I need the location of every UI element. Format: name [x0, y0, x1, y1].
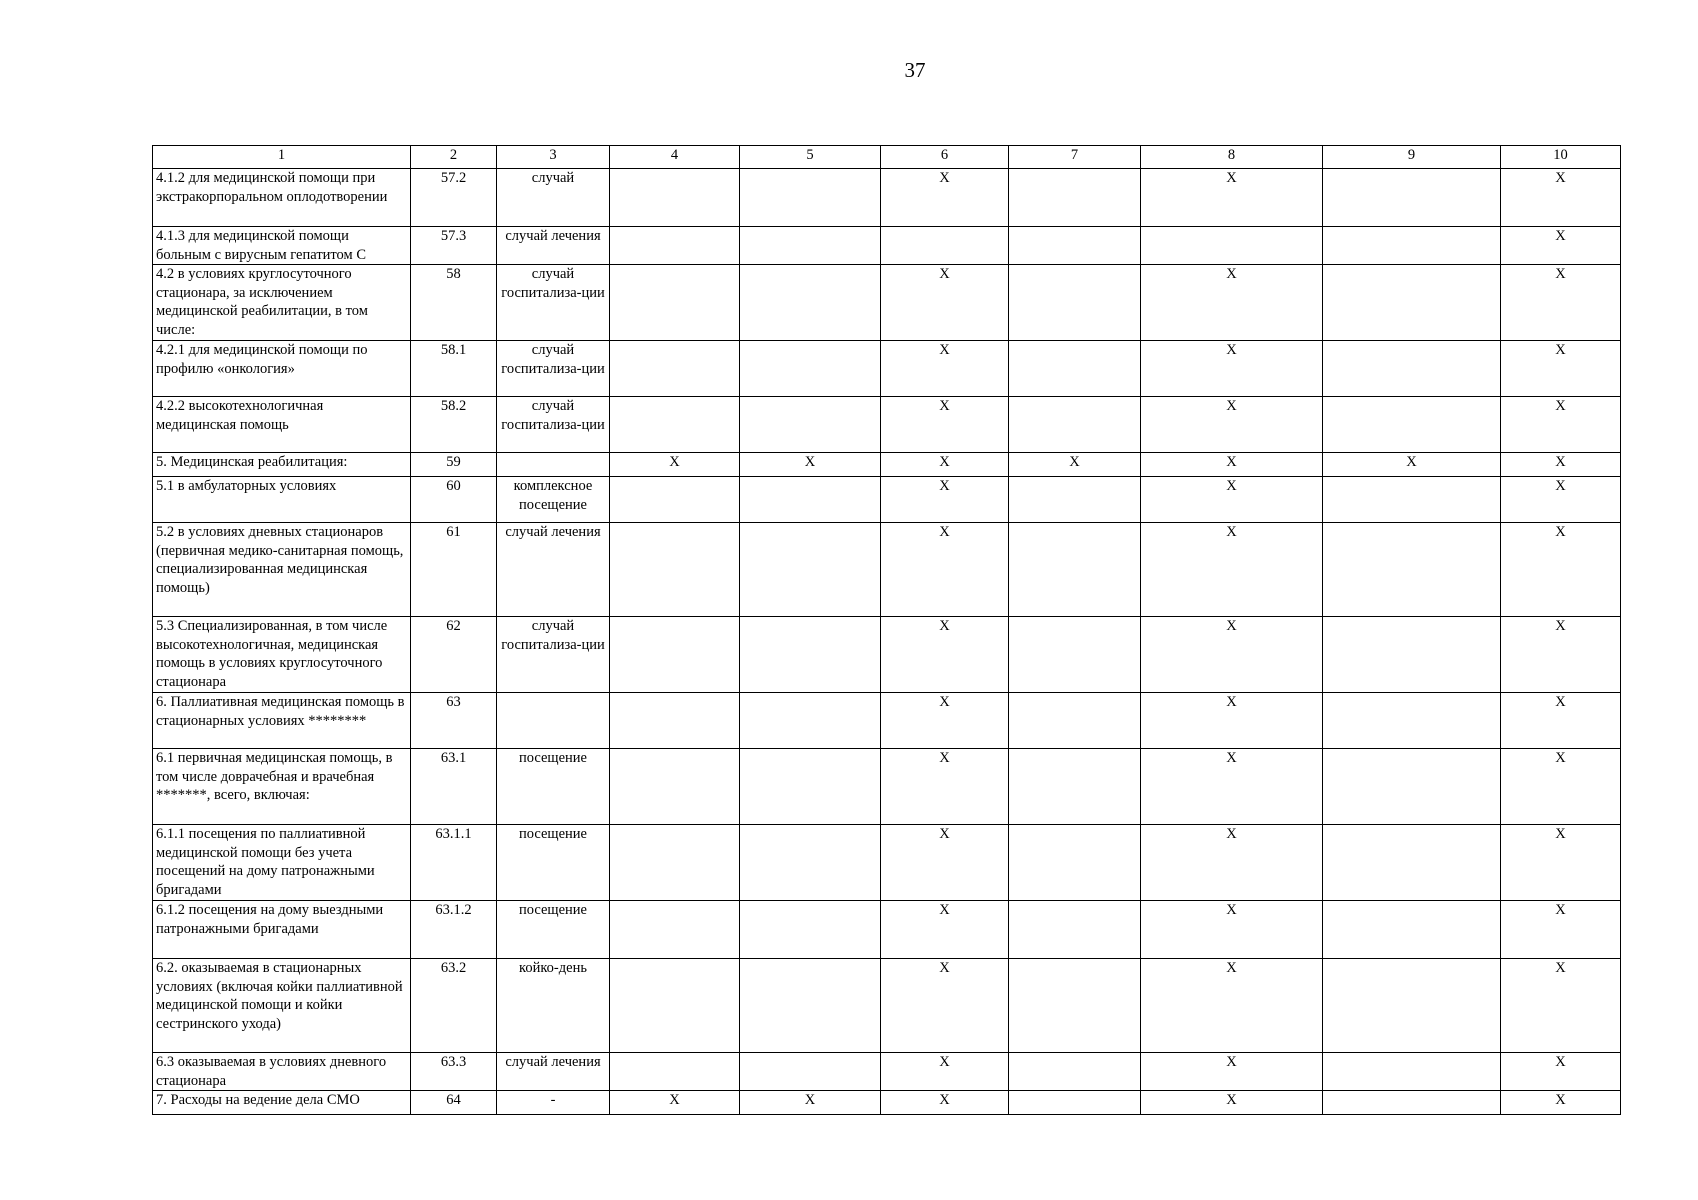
row-name-cell: 5.3 Специализированная, в том числе высокотехнологичная, медицинская помощь в условиях круглосуточного стационара — [153, 617, 411, 693]
row-name-cell: 5. Медицинская реабилитация: — [153, 453, 411, 477]
col8-cell: X — [1141, 341, 1323, 397]
col8-cell — [1141, 227, 1323, 265]
col7-cell: X — [1009, 453, 1141, 477]
col7-cell — [1009, 265, 1141, 341]
col6-cell: X — [881, 749, 1009, 825]
data-table — [152, 145, 1621, 1115]
unit-cell: посещение — [497, 901, 610, 959]
header-cell: 7 — [1009, 146, 1141, 169]
col6-cell: X — [881, 825, 1009, 901]
col5-cell — [740, 477, 881, 523]
col4-cell — [610, 959, 740, 1053]
col7-cell — [1009, 825, 1141, 901]
col9-cell — [1323, 169, 1501, 227]
col4-cell — [610, 523, 740, 617]
col10-cell: X — [1501, 523, 1621, 617]
col6-cell: X — [881, 693, 1009, 749]
table-row — [153, 1053, 1621, 1091]
row-name-cell: 6.1 первичная медицинская помощь, в том числе доврачебная и врачебная *******, всего, включая: — [153, 749, 411, 825]
col7-cell — [1009, 523, 1141, 617]
unit-cell: посещение — [497, 825, 610, 901]
col10-cell: X — [1501, 453, 1621, 477]
unit-cell — [497, 693, 610, 749]
col9-cell — [1323, 1091, 1501, 1115]
row-number-cell: 64 — [411, 1091, 497, 1115]
col9-cell — [1323, 227, 1501, 265]
header-cell: 1 — [153, 146, 411, 169]
table-row — [153, 341, 1621, 397]
row-name-cell: 6. Паллиативная медицинская помощь в стационарных условиях ******** — [153, 693, 411, 749]
table-row — [153, 265, 1621, 341]
col6-cell: X — [881, 523, 1009, 617]
unit-cell: случай лечения — [497, 1053, 610, 1091]
col4-cell — [610, 169, 740, 227]
row-number-cell: 63.2 — [411, 959, 497, 1053]
col10-cell: X — [1501, 341, 1621, 397]
unit-cell: случай госпитализа-ции — [497, 397, 610, 453]
col4-cell — [610, 477, 740, 523]
unit-cell: койко-день — [497, 959, 610, 1053]
col5-cell — [740, 749, 881, 825]
col8-cell: X — [1141, 453, 1323, 477]
col5-cell — [740, 227, 881, 265]
unit-cell: случай госпитализа-ции — [497, 341, 610, 397]
col5-cell — [740, 1053, 881, 1091]
table-row — [153, 227, 1621, 265]
col10-cell: X — [1501, 825, 1621, 901]
col4-cell — [610, 693, 740, 749]
col6-cell: X — [881, 1091, 1009, 1115]
col7-cell — [1009, 341, 1141, 397]
col7-cell — [1009, 1091, 1141, 1115]
col8-cell: X — [1141, 477, 1323, 523]
col7-cell — [1009, 227, 1141, 265]
col5-cell — [740, 523, 881, 617]
row-number-cell: 58.1 — [411, 341, 497, 397]
col7-cell — [1009, 1053, 1141, 1091]
col4-cell — [610, 227, 740, 265]
header-cell: 8 — [1141, 146, 1323, 169]
col7-cell — [1009, 959, 1141, 1053]
header-cell: 5 — [740, 146, 881, 169]
table-row — [153, 901, 1621, 959]
table-row — [153, 453, 1621, 477]
table-row — [153, 169, 1621, 227]
col7-cell — [1009, 477, 1141, 523]
col6-cell: X — [881, 617, 1009, 693]
col4-cell — [610, 901, 740, 959]
col5-cell — [740, 693, 881, 749]
col4-cell — [610, 749, 740, 825]
col8-cell: X — [1141, 617, 1323, 693]
col5-cell — [740, 397, 881, 453]
table-row — [153, 477, 1621, 523]
row-name-cell: 6.1.1 посещения по паллиативной медицинской помощи без учета посещений на дому патронажными бригадами — [153, 825, 411, 901]
col5-cell: X — [740, 1091, 881, 1115]
col9-cell — [1323, 265, 1501, 341]
col7-cell — [1009, 617, 1141, 693]
col7-cell — [1009, 693, 1141, 749]
unit-cell — [497, 453, 610, 477]
col5-cell — [740, 959, 881, 1053]
col6-cell: X — [881, 959, 1009, 1053]
row-name-cell: 4.2.1 для медицинской помощи по профилю «онкология» — [153, 341, 411, 397]
row-number-cell: 58.2 — [411, 397, 497, 453]
col6-cell: X — [881, 169, 1009, 227]
col10-cell: X — [1501, 1091, 1621, 1115]
row-name-cell: 5.2 в условиях дневных стационаров (первичная медико-санитарная помощь, специализированная медицинская помощь) — [153, 523, 411, 617]
header-cell: 10 — [1501, 146, 1621, 169]
col6-cell: X — [881, 477, 1009, 523]
col10-cell: X — [1501, 901, 1621, 959]
header-cell: 2 — [411, 146, 497, 169]
unit-cell: случай лечения — [497, 523, 610, 617]
unit-cell: случай госпитализа-ции — [497, 265, 610, 341]
row-number-cell: 58 — [411, 265, 497, 341]
row-name-cell: 4.1.3 для медицинской помощи больным с вирусным гепатитом С — [153, 227, 411, 265]
row-number-cell: 63.3 — [411, 1053, 497, 1091]
table-row — [153, 523, 1621, 617]
row-name-cell: 5.1 в амбулаторных условиях — [153, 477, 411, 523]
row-number-cell: 63.1.1 — [411, 825, 497, 901]
col7-cell — [1009, 169, 1141, 227]
col9-cell — [1323, 825, 1501, 901]
col4-cell — [610, 341, 740, 397]
col9-cell — [1323, 523, 1501, 617]
header-cell: 3 — [497, 146, 610, 169]
unit-cell: случай лечения — [497, 227, 610, 265]
col4-cell: X — [610, 453, 740, 477]
row-number-cell: 59 — [411, 453, 497, 477]
col9-cell — [1323, 749, 1501, 825]
col6-cell: X — [881, 397, 1009, 453]
col10-cell: X — [1501, 169, 1621, 227]
table-row — [153, 397, 1621, 453]
col10-cell: X — [1501, 397, 1621, 453]
row-number-cell: 62 — [411, 617, 497, 693]
col10-cell: X — [1501, 959, 1621, 1053]
col10-cell: X — [1501, 265, 1621, 341]
col9-cell — [1323, 477, 1501, 523]
col9-cell — [1323, 341, 1501, 397]
row-name-cell: 6.2. оказываемая в стационарных условиях (включая койки паллиативной медицинской помощи и койки сестринского ухода) — [153, 959, 411, 1053]
col9-cell — [1323, 901, 1501, 959]
col9-cell — [1323, 397, 1501, 453]
col5-cell — [740, 617, 881, 693]
col10-cell: X — [1501, 693, 1621, 749]
col9-cell: X — [1323, 453, 1501, 477]
row-name-cell: 6.3 оказываемая в условиях дневного стационара — [153, 1053, 411, 1091]
col9-cell — [1323, 959, 1501, 1053]
table-row — [153, 749, 1621, 825]
col4-cell — [610, 617, 740, 693]
table-row — [153, 693, 1621, 749]
header-cell: 4 — [610, 146, 740, 169]
row-number-cell: 63 — [411, 693, 497, 749]
unit-cell: случай госпитализа-ции — [497, 617, 610, 693]
col5-cell — [740, 341, 881, 397]
col10-cell: X — [1501, 617, 1621, 693]
row-number-cell: 57.3 — [411, 227, 497, 265]
col8-cell: X — [1141, 523, 1323, 617]
col8-cell: X — [1141, 1091, 1323, 1115]
col8-cell: X — [1141, 959, 1323, 1053]
col8-cell: X — [1141, 397, 1323, 453]
col8-cell: X — [1141, 693, 1323, 749]
col5-cell — [740, 901, 881, 959]
unit-cell: комплексное посещение — [497, 477, 610, 523]
col10-cell: X — [1501, 749, 1621, 825]
col7-cell — [1009, 749, 1141, 825]
page-number: 37 — [904, 58, 926, 82]
col6-cell: X — [881, 453, 1009, 477]
col9-cell — [1323, 1053, 1501, 1091]
col8-cell: X — [1141, 265, 1323, 341]
col4-cell: X — [610, 1091, 740, 1115]
col8-cell: X — [1141, 749, 1323, 825]
row-number-cell: 61 — [411, 523, 497, 617]
col5-cell — [740, 825, 881, 901]
header-cell: 9 — [1323, 146, 1501, 169]
row-number-cell: 63.1.2 — [411, 901, 497, 959]
col8-cell: X — [1141, 901, 1323, 959]
col5-cell — [740, 265, 881, 341]
row-name-cell: 4.1.2 для медицинской помощи при экстракорпоральном оплодотворении — [153, 169, 411, 227]
col4-cell — [610, 397, 740, 453]
unit-cell: - — [497, 1091, 610, 1115]
unit-cell: посещение — [497, 749, 610, 825]
row-name-cell: 6.1.2 посещения на дому выездными патронажными бригадами — [153, 901, 411, 959]
row-number-cell: 60 — [411, 477, 497, 523]
col8-cell: X — [1141, 1053, 1323, 1091]
table-row — [153, 1091, 1621, 1115]
col6-cell: X — [881, 1053, 1009, 1091]
unit-cell: случай — [497, 169, 610, 227]
col4-cell — [610, 825, 740, 901]
col7-cell — [1009, 901, 1141, 959]
col4-cell — [610, 265, 740, 341]
col5-cell: X — [740, 453, 881, 477]
col6-cell — [881, 227, 1009, 265]
row-name-cell: 4.2 в условиях круглосуточного стационара, за исключением медицинской реабилитации, в том числе: — [153, 265, 411, 341]
table-row — [153, 617, 1621, 693]
col10-cell: X — [1501, 1053, 1621, 1091]
col8-cell: X — [1141, 825, 1323, 901]
col8-cell: X — [1141, 169, 1323, 227]
table-row — [153, 959, 1621, 1053]
row-number-cell: 57.2 — [411, 169, 497, 227]
row-number-cell: 63.1 — [411, 749, 497, 825]
row-name-cell: 4.2.2 высокотехнологичная медицинская помощь — [153, 397, 411, 453]
col10-cell: X — [1501, 477, 1621, 523]
table-row — [153, 825, 1621, 901]
col4-cell — [610, 1053, 740, 1091]
col7-cell — [1009, 397, 1141, 453]
col10-cell: X — [1501, 227, 1621, 265]
col5-cell — [740, 169, 881, 227]
col6-cell: X — [881, 265, 1009, 341]
col9-cell — [1323, 617, 1501, 693]
row-name-cell: 7. Расходы на ведение дела СМО — [153, 1091, 411, 1115]
header-row — [153, 146, 1621, 169]
col6-cell: X — [881, 901, 1009, 959]
col9-cell — [1323, 693, 1501, 749]
col6-cell: X — [881, 341, 1009, 397]
header-cell: 6 — [881, 146, 1009, 169]
